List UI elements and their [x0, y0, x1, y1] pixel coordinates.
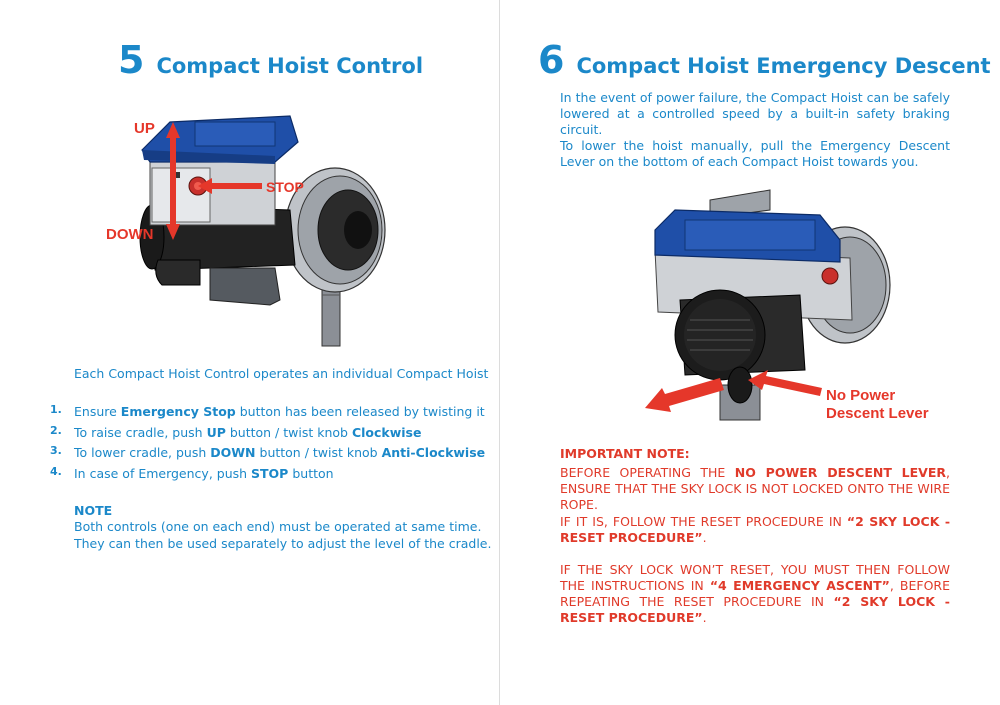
step-number: 1.: [50, 403, 62, 416]
warning-paragraph-2: [560, 514, 950, 546]
step-bold: UP: [206, 424, 226, 440]
control-intro: Each Compact Hoist Control operates an individual Compact Hoist: [74, 366, 489, 381]
no-power-label: No Power: [826, 387, 896, 404]
descent-lever-label: Descent Lever: [826, 405, 929, 422]
step-text: button / twist knob: [225, 424, 352, 440]
step-number: 3.: [50, 444, 62, 457]
warning-text: BEFORE OPERATING THE: [560, 465, 735, 480]
important-note-heading: IMPORTANT NOTE:: [560, 446, 690, 461]
step-text: button: [288, 465, 334, 481]
step-text: Ensure: [74, 404, 121, 419]
up-label: UP: [134, 120, 155, 137]
warning-bold: NO POWER DESCENT LEVER: [734, 465, 947, 480]
section-title: Compact Hoist Emergency Descent: [576, 54, 991, 78]
warning-bold: “4 EMERGENCY ASCENT”: [709, 578, 890, 593]
step-number: 2.: [50, 423, 62, 437]
warning-text: .: [702, 610, 707, 625]
warning-text: IF IT IS, FOLLOW THE RESET PROCEDURE IN: [560, 514, 847, 529]
warning-text: IF THE SKY LOCK WON’T RESET, YOU MUST THEN FOLLOW THE INSTRUCTIONS IN: [560, 562, 950, 593]
section-number: 5: [118, 38, 145, 82]
step-text: button has been released by twisting it: [235, 404, 485, 419]
step-text: To raise cradle, push: [74, 424, 207, 440]
descent-lever-illustration: [640, 180, 950, 430]
down-label: DOWN: [106, 226, 154, 243]
note-line-2: They can then be used separately to adjust the level of the cradle.: [74, 536, 492, 551]
warning-paragraph-3: [560, 562, 950, 626]
warning-text: .: [702, 530, 707, 545]
hoist-control-illustration: [100, 100, 400, 350]
step-bold: STOP: [251, 465, 289, 481]
warning-bold: “2 SKY LOCK - RESET PROCEDURE”: [560, 514, 951, 545]
note-heading: NOTE: [74, 503, 113, 518]
warning-text: , BEFORE REPEATING THE RESET PROCEDURE IN: [560, 578, 950, 609]
warning-text: , ENSURE THAT THE SKY LOCK IS NOT LOCKED ONTO THE WIRE ROPE.: [560, 465, 950, 512]
step-bold: Anti-Clockwise: [381, 445, 486, 460]
step-text: button / twist knob: [255, 445, 382, 460]
page-divider: [499, 0, 500, 705]
step-bold: Clockwise: [351, 424, 422, 440]
step-number: 4.: [50, 464, 62, 478]
section-number: 6: [538, 38, 565, 82]
step-text: In case of Emergency, push: [74, 465, 252, 481]
hoist-control-figure: [100, 100, 400, 354]
stop-label: STOP: [266, 179, 304, 195]
step-bold: Emergency Stop: [120, 404, 236, 419]
step-text: To lower cradle, push: [74, 445, 211, 460]
power-failure-paragraph: In the event of power failure, the Compact Hoist can be safely lowered at a controlled speed by a built-in safety braking circuit.: [560, 90, 950, 137]
section-title: Compact Hoist Control: [156, 54, 424, 78]
warning-paragraph-1: [560, 465, 950, 513]
descent-lever-figure: [640, 180, 950, 434]
manual-lowering-paragraph: To lower the hoist manually, pull the Emergency Descent Lever on the bottom of each Compact Hoist towards you.: [560, 138, 950, 169]
section-5-heading: [118, 38, 423, 82]
step-bold: DOWN: [210, 445, 256, 460]
warning-bold: “2 SKY LOCK - RESET PROCEDURE”: [560, 594, 950, 625]
section-6-heading: [538, 38, 991, 82]
note-line-1: Both controls (one on each end) must be operated at same time.: [74, 519, 482, 534]
